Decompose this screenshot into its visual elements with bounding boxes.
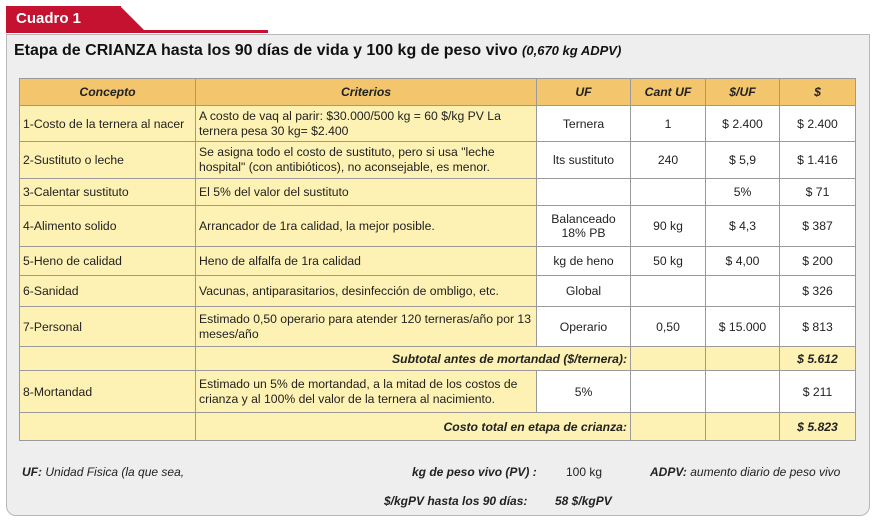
footnote-price-value: 58 $/kgPV	[555, 494, 612, 508]
cant-cell: 240	[631, 142, 706, 179]
criterio-cell: Se asigna todo el costo de sustituto, pero si usa "leche hospital" (con antibióticos), no aconsejable, es menor.	[196, 142, 537, 179]
concepto-cell: 8-Mortandad	[20, 371, 196, 413]
concepto-cell: 6-Sanidad	[20, 276, 196, 307]
concepto-cell: 7-Personal	[20, 307, 196, 347]
table-number-label: Cuadro 1	[16, 10, 82, 27]
total-cell: $ 211	[780, 371, 856, 413]
col-header: UF	[537, 79, 631, 106]
footnote-price-label: $/kgPV hasta los 90 días:	[384, 494, 528, 508]
concepto-cell: 2-Sustituto o leche	[20, 142, 196, 179]
total-blank-cell	[706, 413, 780, 441]
uf-abbr: UF:	[22, 465, 42, 479]
subtotal-blank-cell	[20, 347, 196, 371]
tab-slope	[120, 6, 146, 32]
criterio-cell: Estimado 0,50 operario para atender 120 terneras/año por 13 meses/año	[196, 307, 537, 347]
criterio-cell: Estimado un 5% de mortandad, a la mitad de los costos de crianza y al 100% del valor de la ternera al nacimiento.	[196, 371, 537, 413]
table-title	[14, 42, 621, 60]
uf-cell	[537, 179, 631, 206]
table-row	[20, 179, 856, 206]
cant-cell: 50 kg	[631, 247, 706, 276]
precio-cell: $ 15.000	[706, 307, 780, 347]
total-label: Costo total en etapa de crianza:	[196, 413, 631, 441]
table-row	[20, 206, 856, 247]
footnote-adpv	[650, 465, 840, 479]
concepto-cell: 4-Alimento solido	[20, 206, 196, 247]
uf-cell: Balanceado 18% PB	[537, 206, 631, 247]
uf-cell: lts sustituto	[537, 142, 631, 179]
table-row	[20, 307, 856, 347]
table-number-tab	[6, 6, 121, 32]
uf-cell: Ternera	[537, 106, 631, 142]
title-main: Etapa de CRIANZA hasta los 90 días de vida y 100 kg de peso vivo	[14, 42, 518, 59]
criterio-cell: A costo de vaq al parir: $30.000/500 kg = 60 $/kg PV La ternera pesa 30 kg= $2.400	[196, 106, 537, 142]
total-cell: $ 326	[780, 276, 856, 307]
total-cell: $ 2.400	[780, 106, 856, 142]
criterio-cell: El 5% del valor del sustituto	[196, 179, 537, 206]
adpv-definition: aumento diario de peso vivo	[690, 465, 841, 479]
footnote-pv-value: 100 kg	[566, 465, 603, 479]
table-row	[20, 371, 856, 413]
criterio-cell: Heno de alfalfa de 1ra calidad	[196, 247, 537, 276]
total-cell: $ 813	[780, 307, 856, 347]
total-cell: $ 1.416	[780, 142, 856, 179]
concepto-cell: 3-Calentar sustituto	[20, 179, 196, 206]
cant-cell: 1	[631, 106, 706, 142]
total-blank-cell	[631, 413, 706, 441]
subtotal-blank-cell	[631, 347, 706, 371]
subtotal-value: $ 5.612	[780, 347, 856, 371]
precio-cell: $ 2.400	[706, 106, 780, 142]
total-row	[20, 413, 856, 441]
precio-cell: $ 4,00	[706, 247, 780, 276]
table-row	[20, 142, 856, 179]
concepto-cell: 5-Heno de calidad	[20, 247, 196, 276]
subtotal-blank-cell	[706, 347, 780, 371]
criterio-cell: Arrancador de 1ra calidad, la mejor posible.	[196, 206, 537, 247]
footnote-uf	[22, 465, 184, 479]
table-row	[20, 276, 856, 307]
cant-cell: 0,50	[631, 307, 706, 347]
table-row	[20, 106, 856, 142]
precio-cell: $ 4,3	[706, 206, 780, 247]
header-row	[20, 79, 856, 106]
total-cell: $ 71	[780, 179, 856, 206]
col-header: Concepto	[20, 79, 196, 106]
cost-table	[19, 78, 856, 441]
precio-cell	[706, 371, 780, 413]
precio-cell	[706, 276, 780, 307]
footnote-pv-label: kg de peso vivo (PV) :	[412, 465, 537, 479]
subtotal-row	[20, 347, 856, 371]
total-cell: $ 200	[780, 247, 856, 276]
criterio-cell: Vacunas, antiparasitarios, desinfección de ombligo, etc.	[196, 276, 537, 307]
cant-cell: 90 kg	[631, 206, 706, 247]
cant-cell	[631, 371, 706, 413]
uf-cell: kg de heno	[537, 247, 631, 276]
title-note: (0,670 kg ADPV)	[522, 43, 622, 58]
concepto-cell: 1-Costo de la ternera al nacer	[20, 106, 196, 142]
uf-cell: Global	[537, 276, 631, 307]
col-header: $/UF	[706, 79, 780, 106]
tab-underline	[6, 30, 268, 33]
uf-cell: 5%	[537, 371, 631, 413]
col-header: Cant UF	[631, 79, 706, 106]
total-value: $ 5.823	[780, 413, 856, 441]
col-header: $	[780, 79, 856, 106]
cant-cell	[631, 276, 706, 307]
precio-cell: $ 5,9	[706, 142, 780, 179]
uf-definition: Unidad Fisica (la que sea,	[45, 465, 185, 479]
uf-cell: Operario	[537, 307, 631, 347]
precio-cell: 5%	[706, 179, 780, 206]
cant-cell	[631, 179, 706, 206]
col-header: Criterios	[196, 79, 537, 106]
adpv-abbr: ADPV:	[650, 465, 687, 479]
subtotal-label: Subtotal antes de mortandad ($/ternera):	[196, 347, 631, 371]
total-cell: $ 387	[780, 206, 856, 247]
table-row	[20, 247, 856, 276]
total-blank-cell	[20, 413, 196, 441]
